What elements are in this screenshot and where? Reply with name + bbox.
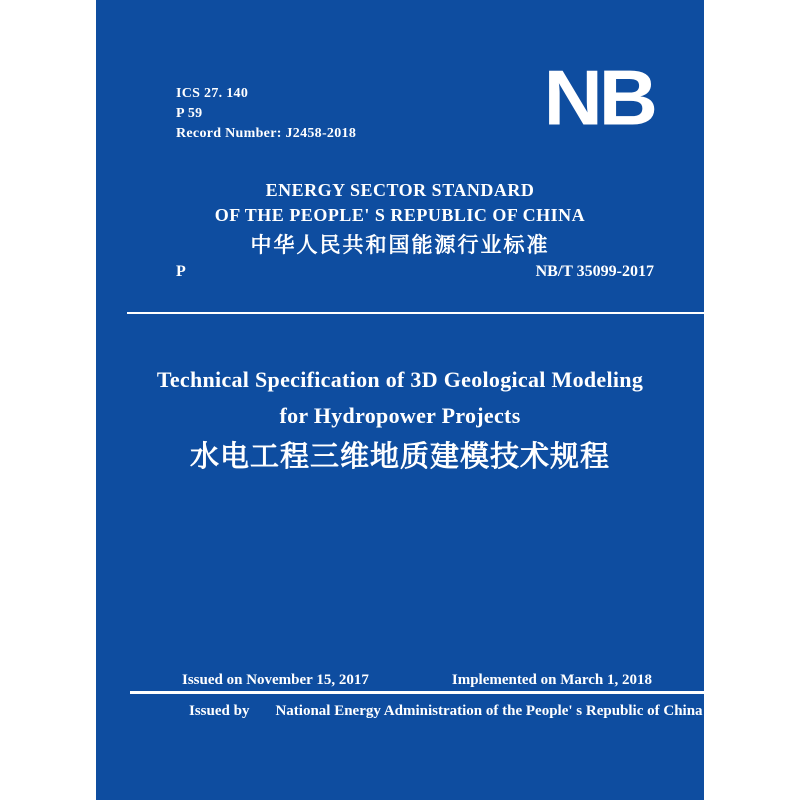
record-number: Record Number: J2458-2018 <box>176 126 357 141</box>
issued-date: Issued on November 15, 2017 <box>182 672 369 688</box>
issued-by-value: National Energy Administration of the People' s Republic of China <box>275 703 703 719</box>
p-classification: P 59 <box>176 106 203 121</box>
standard-cover <box>96 0 704 800</box>
standard-name-en-line1: ENERGY SECTOR STANDARD <box>265 180 535 200</box>
top-meta-block <box>176 84 356 144</box>
title-block <box>96 362 704 476</box>
standard-name-en-line2: OF THE PEOPLE' S REPUBLIC OF CHINA <box>214 205 586 225</box>
bottom-divider <box>130 691 704 694</box>
implemented-date: Implemented on March 1, 2018 <box>451 672 652 688</box>
title-zh: 水电工程三维地质建模技术规程 <box>189 441 610 473</box>
title-en-line1: Technical Specification of 3D Geological Modeling <box>156 367 644 392</box>
title-en-line2: for Hydropower Projects <box>279 403 521 428</box>
class-letter: P <box>176 263 186 280</box>
top-divider <box>127 312 704 314</box>
code-row <box>176 263 654 281</box>
issued-by-label: Issued by <box>189 703 250 719</box>
standard-number: NB/T 35099-2017 <box>535 263 654 280</box>
issued-by-row <box>189 702 703 720</box>
standard-name-block <box>96 178 704 259</box>
ics-code: ICS 27. 140 <box>176 86 249 101</box>
standard-name-zh: 中华人民共和国能源行业标准 <box>250 233 550 257</box>
dates-row <box>182 671 652 689</box>
nb-logo: NB <box>543 55 654 142</box>
